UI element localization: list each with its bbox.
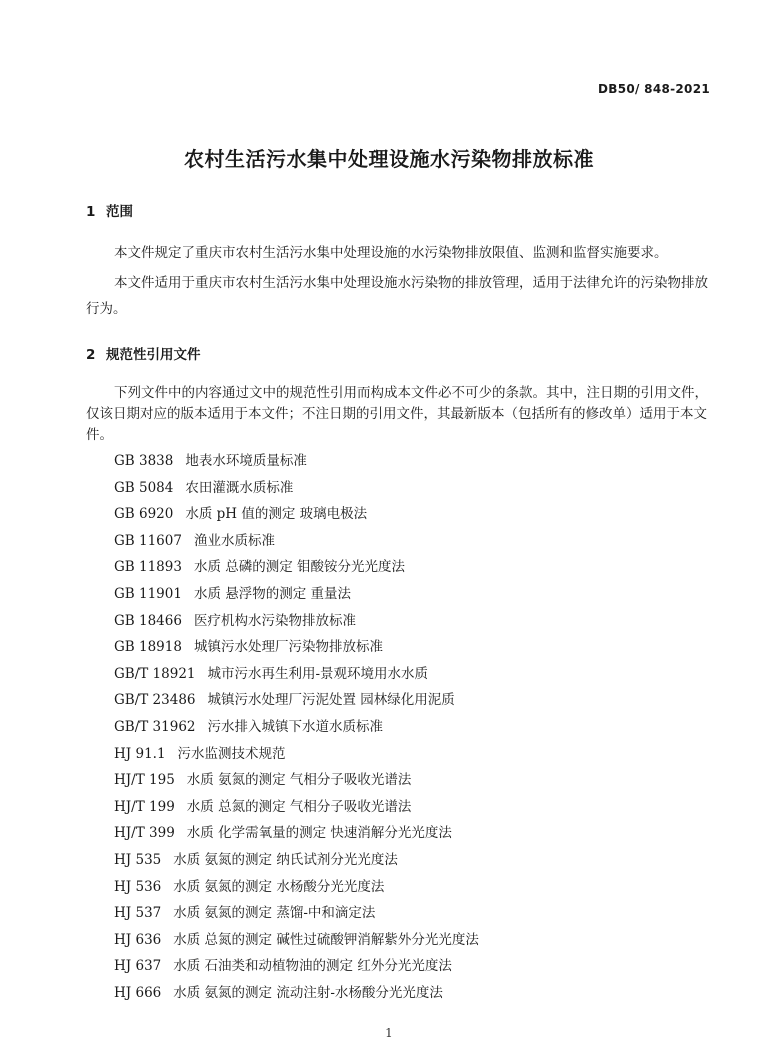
reference-title: 水质 氨氮的测定 水杨酸分光光度法	[173, 878, 385, 895]
reference-item	[114, 475, 479, 502]
reference-code: HJ 91.1	[114, 745, 166, 762]
reference-title: 水质 总氮的测定 气相分子吸收光谱法	[186, 798, 412, 815]
reference-code: HJ/T 399	[114, 825, 175, 842]
reference-code: HJ/T 195	[114, 772, 175, 789]
reference-item	[114, 847, 479, 874]
section-heading-scope	[86, 200, 133, 220]
reference-code: GB 5084	[114, 479, 174, 496]
reference-code: HJ 537	[114, 905, 162, 922]
reference-title: 水质 悬浮物的测定 重量法	[193, 585, 352, 602]
reference-list	[114, 448, 479, 1006]
reference-title: 水质 总磷的测定 钼酸铵分光光度法	[193, 559, 406, 576]
reference-code: HJ 535	[114, 851, 162, 868]
reference-item	[114, 820, 479, 847]
reference-code: HJ 637	[114, 958, 162, 975]
reference-title: 水质 总氮的测定 碱性过硫酸钾消解紫外分光光度法	[173, 931, 479, 948]
reference-code: GB 11893	[114, 559, 182, 576]
reference-item	[114, 634, 479, 661]
reference-item	[114, 953, 479, 980]
reference-title: 地表水环境质量标准	[185, 453, 307, 469]
section-title: 规范性引用文件	[106, 347, 201, 363]
reference-code: HJ 636	[114, 931, 162, 948]
document-code: DB50/ 848-2021	[598, 82, 710, 96]
reference-title: 城镇污水处理厂污染物排放标准	[193, 639, 383, 656]
reference-title: 医疗机构水污染物排放标准	[193, 612, 356, 629]
reference-item	[114, 927, 479, 954]
reference-code: GB 3838	[114, 453, 174, 469]
reference-code: GB 11901	[114, 585, 182, 602]
reference-code: GB 6920	[114, 506, 174, 523]
reference-item	[114, 741, 479, 768]
reference-title: 污水监测技术规范	[177, 745, 286, 762]
reference-item	[114, 767, 479, 794]
page-title: 农村生活污水集中处理设施水污染物排放标准	[184, 147, 594, 171]
reference-title: 水质 pH 值的测定 玻璃电极法	[185, 506, 368, 523]
reference-item	[114, 980, 479, 1007]
reference-title: 水质 氨氮的测定 流动注射-水杨酸分光光度法	[173, 984, 443, 1001]
section-title: 范围	[106, 204, 133, 220]
section-number: 1	[86, 204, 96, 220]
reference-item	[114, 608, 479, 635]
scope-paragraph-2: 本文件适用于重庆市农村生活污水集中处理设施水污染物的排放管理，适用于法律允许的污染物排放行为。	[86, 275, 708, 317]
reference-title: 城镇污水处理厂污泥处置 园林绿化用泥质	[207, 692, 455, 709]
references-intro-paragraph: 下列文件中的内容通过文中的规范性引用而构成本文件必不可少的条款。其中，注日期的引用文件，仅该日期对应的版本适用于本文件；不注日期的引用文件，其最新版本（包括所有的修改单）适用于本文件。	[86, 385, 708, 443]
scope-paragraph-1: 本文件规定了重庆市农村生活污水集中处理设施的水污染物排放限值、监测和监督实施要求。	[114, 245, 668, 261]
reference-code: GB/T 23486	[114, 692, 196, 709]
reference-item	[114, 554, 479, 581]
reference-title: 水质 氨氮的测定 气相分子吸收光谱法	[186, 772, 412, 789]
reference-title: 水质 化学需氧量的测定 快速消解分光光度法	[186, 825, 452, 842]
page-number: 1	[385, 1026, 393, 1040]
reference-item	[114, 714, 479, 741]
reference-item	[114, 661, 479, 688]
reference-item	[114, 900, 479, 927]
reference-item	[114, 794, 479, 821]
reference-code: HJ 666	[114, 984, 162, 1001]
reference-code: GB 18466	[114, 612, 182, 629]
reference-title: 水质 石油类和动植物油的测定 红外分光光度法	[173, 958, 452, 975]
section-number: 2	[86, 347, 96, 363]
reference-title: 水质 氨氮的测定 纳氏试剂分光光度法	[173, 851, 398, 868]
reference-title: 水质 氨氮的测定 蒸馏-中和滴定法	[173, 905, 376, 922]
reference-code: GB 11607	[114, 532, 182, 549]
section-heading-normative-references	[86, 343, 201, 363]
reference-code: GB/T 31962	[114, 718, 196, 735]
reference-title: 农田灌溉水质标准	[185, 479, 294, 496]
reference-item	[114, 448, 479, 475]
reference-code: HJ/T 199	[114, 798, 175, 815]
reference-title: 城市污水再生利用-景观环境用水水质	[207, 665, 429, 682]
reference-title: 渔业水质标准	[193, 532, 275, 549]
reference-title: 污水排入城镇下水道水质标准	[207, 718, 383, 735]
reference-code: GB 18918	[114, 639, 182, 656]
reference-item	[114, 581, 479, 608]
reference-item	[114, 501, 479, 528]
reference-code: HJ 536	[114, 878, 162, 895]
reference-item	[114, 874, 479, 901]
reference-code: GB/T 18921	[114, 665, 196, 682]
reference-item	[114, 528, 479, 555]
reference-item	[114, 687, 479, 714]
